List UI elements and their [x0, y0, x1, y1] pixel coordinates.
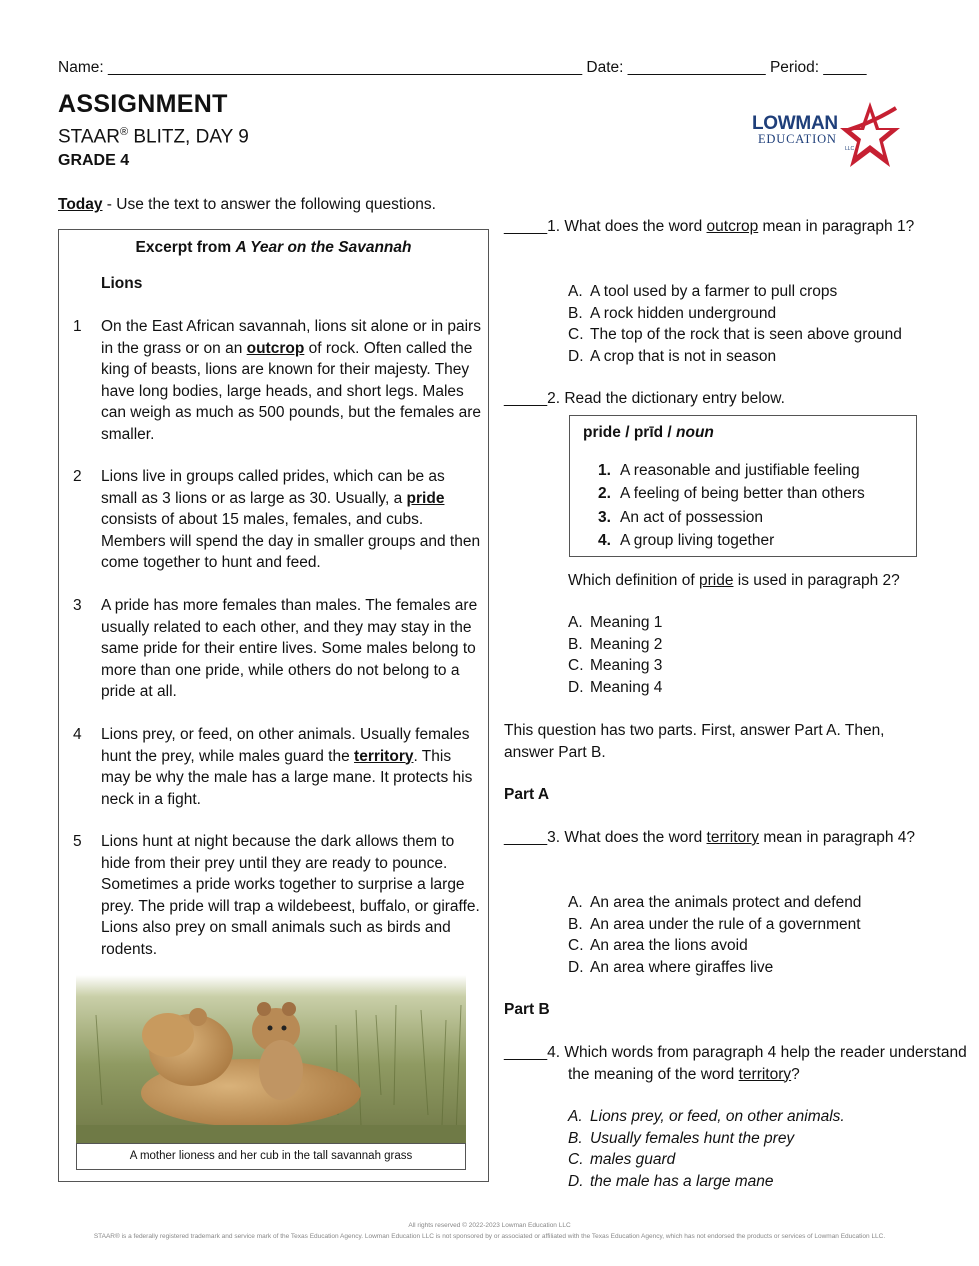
definition-number: 2.	[598, 485, 611, 503]
paragraph-text: Lions hunt at night because the dark allows them to hide from their prey until they are ready to pounce. Sometimes a pride works together to surprise a large prey. The pride will trap a wildebeest, buffalo, or giraffe. Lions also prey on small animals such as birds and rodents.	[101, 833, 480, 958]
question-number: 2.	[547, 390, 561, 407]
logo-text-lowman: LOWMAN	[752, 113, 838, 134]
option-letter: D.	[568, 347, 584, 365]
paragraph-number: 2	[73, 468, 82, 485]
name-date-period-line[interactable]: Name: _______________________________________________________ Date: ________________ Period: _____	[58, 59, 867, 76]
instructions-text: - Use the text to answer the following questions.	[102, 196, 436, 213]
option-c[interactable]	[568, 935, 928, 957]
question-3	[504, 827, 979, 849]
option-text: Usually females hunt the prey	[590, 1129, 795, 1147]
option-b[interactable]	[568, 1128, 928, 1150]
definition-item	[598, 506, 865, 529]
question-4	[504, 1042, 979, 1085]
option-a[interactable]	[568, 612, 928, 634]
question-text: Which definition of	[568, 572, 699, 589]
definition-number: 4.	[598, 531, 611, 549]
logo-text-education: EDUCATION	[758, 132, 837, 146]
registered-mark: ®	[119, 126, 129, 138]
underlined-word: outcrop	[706, 218, 759, 235]
two-part-instructions: This question has two parts. First, answer Part A. Then, answer Part B.	[504, 722, 885, 761]
definition-text: A feeling of being better than others	[620, 485, 865, 503]
question-number: 1.	[547, 218, 561, 235]
option-b[interactable]	[568, 634, 928, 656]
option-c[interactable]	[568, 655, 928, 677]
page-subtitle	[58, 126, 249, 148]
part-a-heading: Part A	[504, 786, 550, 803]
question-text: What does the word	[560, 218, 707, 235]
option-text: Meaning 1	[590, 614, 663, 631]
question-text: mean in paragraph 4?	[759, 829, 916, 846]
question-text: Read the dictionary entry below.	[560, 390, 785, 407]
paragraph-text	[101, 466, 481, 574]
dictionary-headword	[583, 424, 714, 442]
question-text: Which words from paragraph 4 help the reader understand the meaning of the word	[560, 1044, 967, 1083]
headword-text: pride / prīd /	[583, 424, 677, 441]
option-text: Meaning 3	[590, 657, 663, 674]
definition-list	[598, 459, 865, 552]
question-number: 4.	[547, 1044, 561, 1061]
answer-blank[interactable]: _____	[504, 390, 548, 407]
option-letter: B.	[568, 304, 583, 322]
option-b[interactable]	[568, 303, 928, 325]
question-text: mean in paragraph 1?	[758, 218, 915, 235]
option-text: the male has a large mane	[590, 1172, 774, 1190]
option-text: An area the lions avoid	[590, 937, 748, 954]
option-letter: A.	[568, 1108, 583, 1125]
option-letter: B.	[568, 1129, 583, 1147]
question-1-options	[568, 281, 928, 367]
paragraph-number: 5	[73, 833, 82, 850]
text-run: of rock. Often called the king of beasts, lions are known for their majesty. They have long bodies, large heads, and short legs. Males can weigh as much as 500 pounds, but the females are smaller.	[101, 339, 481, 443]
paragraph-number: 3	[73, 597, 82, 614]
passage-box	[58, 229, 489, 1182]
paragraph-text	[101, 316, 481, 445]
option-text: An area under the rule of a government	[590, 915, 861, 933]
passage-subtitle: Lions	[101, 275, 143, 292]
option-letter: C.	[568, 937, 584, 954]
option-letter: D.	[568, 1172, 584, 1190]
question-1	[504, 216, 979, 238]
option-d[interactable]	[568, 1171, 928, 1193]
paragraph-number: 1	[73, 318, 82, 335]
definition-text: An act of possession	[620, 508, 764, 526]
option-text: An area the animals protect and defend	[590, 894, 862, 911]
question-text: ?	[791, 1065, 800, 1083]
option-letter: A.	[568, 614, 583, 631]
definition-text: A reasonable and justifiable feeling	[620, 462, 860, 479]
photo-caption: A mother lioness and her cub in the tall savannah grass	[76, 1143, 466, 1170]
today-label: Today	[58, 196, 103, 213]
question-text: What does the word	[560, 829, 707, 846]
option-d[interactable]	[568, 957, 928, 979]
instructions	[58, 196, 436, 214]
definition-item	[598, 529, 865, 552]
trademark-footer: STAAR® is a federally registered trademark and service mark of the Texas Education Agency. Lowman Education LLC is not sponsored by or associated or affiliated with the Texas Education Agency, which has not endorsed the products or services of Lowman Education LLC.	[93, 1233, 886, 1240]
option-letter: A.	[568, 283, 583, 300]
definition-text: A group living together	[620, 531, 775, 549]
paragraph-text	[101, 724, 481, 810]
text-run: On the East African savannah, lions sit alone or in pairs in the grass or on an	[101, 318, 481, 357]
option-letter: C.	[568, 657, 584, 674]
option-letter: C.	[568, 1151, 584, 1168]
copyright-footer: All rights reserved © 2022-2023 Lowman Education LLC	[408, 1222, 571, 1229]
option-text: Lions prey, or feed, on other animals.	[590, 1108, 845, 1125]
text-run: Lions prey, or feed, on other animals. Usually females hunt the prey, while males guard the	[101, 726, 470, 765]
lioness-cub-photo	[76, 975, 466, 1155]
question-2-options	[568, 612, 928, 698]
answer-blank[interactable]: _____	[504, 1044, 548, 1061]
subtitle-rest: BLITZ, DAY 9	[128, 126, 249, 148]
option-b[interactable]	[568, 914, 928, 936]
question-4-options	[568, 1106, 928, 1192]
definition-item	[598, 482, 865, 505]
underlined-word: territory	[706, 829, 760, 846]
text-run: Lions live in groups called prides, which can be as small as 3 lions or as large as 30. Usually, a	[101, 468, 445, 507]
option-d[interactable]	[568, 346, 928, 368]
option-text: An area where giraffes live	[590, 958, 774, 976]
lowman-education-logo	[748, 100, 900, 170]
part-b-heading: Part B	[504, 1001, 550, 1018]
underlined-word: territory	[738, 1065, 792, 1083]
question-2	[504, 388, 924, 410]
option-a[interactable]	[568, 1106, 928, 1128]
option-letter: D.	[568, 958, 584, 976]
option-letter: C.	[568, 326, 584, 343]
vocab-word-outcrop: outcrop	[246, 339, 305, 357]
text-run: consists of about 15 males, females, and cubs. Members will spend the day in smaller groups and then come together to hunt and feed.	[101, 511, 481, 571]
option-letter: A.	[568, 894, 583, 911]
definition-number: 3.	[598, 508, 611, 526]
option-text: A rock hidden underground	[590, 304, 777, 322]
answer-blank[interactable]: _____	[504, 218, 548, 235]
question-3-options	[568, 892, 928, 978]
option-text: A tool used by a farmer to pull crops	[590, 283, 838, 300]
dictionary-entry-box	[569, 415, 917, 557]
option-c[interactable]	[568, 324, 928, 346]
option-text: Meaning 2	[590, 635, 663, 653]
question-2-followup	[568, 570, 900, 592]
logo-text-llc: LLC	[845, 146, 855, 152]
grade-label: GRADE 4	[58, 152, 130, 169]
text-run: . This may be why the male has a large mane. It protects his neck in a fight.	[101, 747, 473, 808]
paragraph-number: 4	[73, 726, 82, 743]
option-a[interactable]	[568, 892, 928, 914]
option-a[interactable]	[568, 281, 928, 303]
part-of-speech: noun	[676, 424, 714, 441]
subtitle-main: STAAR	[58, 126, 120, 148]
question-number: 3.	[547, 829, 561, 846]
option-text: Meaning 4	[590, 678, 663, 696]
question-text: is used in paragraph 2?	[733, 572, 900, 589]
option-letter: D.	[568, 678, 584, 696]
definition-item	[598, 459, 865, 482]
vocab-word-pride: pride	[406, 489, 445, 507]
book-title: A Year on the Savannah	[235, 239, 412, 256]
definition-number: 1.	[598, 462, 611, 479]
option-d[interactable]	[568, 677, 928, 699]
option-text: A crop that is not in season	[590, 347, 777, 365]
underlined-word: pride	[698, 572, 734, 589]
option-text: males guard	[590, 1151, 676, 1168]
option-letter: B.	[568, 635, 583, 653]
option-text: The top of the rock that is seen above ground	[590, 326, 902, 343]
vocab-word-territory: territory	[354, 747, 414, 765]
paragraph-text: A pride has more females than males. The females are usually related to each other, and they may stay in the same pride for their entire lives. Some males belong to more than one pride, while others do not belong to a pride at all.	[101, 597, 478, 700]
page-title: ASSIGNMENT	[58, 90, 228, 118]
answer-blank[interactable]: _____	[504, 829, 548, 846]
passage-title	[59, 239, 488, 257]
excerpt-label: Excerpt from	[135, 239, 236, 256]
option-c[interactable]	[568, 1149, 928, 1171]
option-letter: B.	[568, 915, 583, 933]
